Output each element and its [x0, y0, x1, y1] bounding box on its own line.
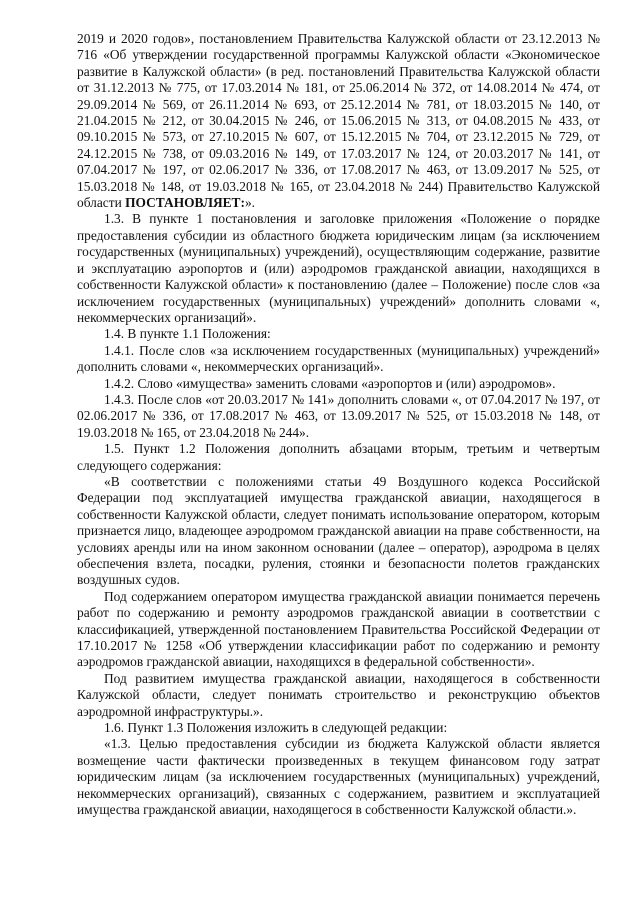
paragraph-1-4-3: 1.4.3. После слов «от 20.03.2017 № 141» дополнить словами «, от 07.04.2017 № 197, от 02.06.2017 № 336, от 17.08.2017 № 463, от 13.09.2017 № 525, от 15.03.2018 № 148, от 19.03.2018 № 165, от 23.04.2018 № 244». [77, 391, 600, 440]
paragraph-development: Под развитием имущества гражданской авиации, находящегося в собственности Калужской области, следует понимать строительство и реконструкцию объектов аэродромной инфраструктуры.». [77, 670, 600, 719]
document-page [77, 31, 600, 819]
paragraph-1-4: 1.4. В пункте 1.1 Положения: [104, 326, 271, 342]
paragraph-1-4-1: 1.4.1. После слов «за исключением государственных (муниципальных) учреждений» дополнить словами «, некоммерческих организаций». [77, 342, 600, 375]
paragraph-1-5: 1.5. Пункт 1.2 Положения дополнить абзацами вторым, третьим и четвертым следующего содержания: [77, 441, 600, 473]
paragraph-text: 2019 и 2020 годов», постановлением Правительства Калужской области от 23.12.2013 № 716 «Об утверждении государственной программы Калужской области «Экономическое развитие в Калужской области» (в ред. постановлений Правительства Калужской области от 31.12.2013 № 775, от 17.03.2014 № 181, от 25.06.2014 № 372, от 14.08.2014 № 474, от 29.09.2014 № 569, от 26.11.2014 № 693, от 25.12.2014 № 781, от 18.03.2015 № 140, от 21.04.2015 № 212, от 30.04.2015 № 246, от 15.06.2015 № 313, от 04.08.2015 № 433, от 09.10.2015 № 573, от 27.10.2015 № 607, от 15.12.2015 № 704, от 23.12.2015 № 729, от 24.12.2015 № 738, от 09.03.2016 № 149, от 17.03.2017 № 124, от 20.03.2017 № 141, от 07.04.2017 № 197, от 02.06.2017 № 336, от 17.08.2017 № 463, от 13.09.2017 № 525, от 15.03.2018 № 148, от 19.03.2018 № 165, от 23.04.2018 № 244) Правительство Калужской области [77, 31, 600, 211]
paragraph-1-3: 1.3. В пункте 1 постановления и заголовке приложения «Положение о порядке предоставления субсидии из областного бюджета юридическим лицам (за исключением государственных (муниципальных) учреждений), осуществляющим содержание, развитие и эксплуатацию аэропортов и (или) аэродромов гражданской авиации, находящихся в собственности Калужской области» к постановлению (далее – Положение) после слов «за исключением государственных (муниципальных) учреждений» дополнить словами «, некоммерческих организаций». [77, 211, 600, 325]
paragraph-tail: ». [244, 195, 255, 211]
paragraph-maintenance: Под содержанием оператором имущества гражданской авиации понимается перечень работ по содержанию и ремонту аэродромов гражданской авиации в соответствии с классификацией, утвержденной постановлением Правительства Российской Федерации от 17.10.2017 № 1258 «Об утверждении классификации работ по содержанию и ремонту аэродромов гражданской авиации, находящихся в федеральной собственности». [77, 588, 600, 670]
paragraph-quote-operator: «В соответствии с положениями статьи 49 Воздушного кодекса Российской Федерации под эксплуатацией имущества гражданской авиации, находящегося в собственности Калужской области, следует понимать использование оператором, которым признается лицо, владеющее аэродромом гражданской авиации на праве собственности, на условиях аренды или на ином законном основании (далее – оператор), аэродрома в целях обеспечения взлета, посадки, руления, стоянки и безопасности полетов гражданских воздушных судов. [77, 473, 600, 588]
paragraph-quote-1-3: «1.3. Целью предоставления субсидии из бюджета Калужской области является возмещение части фактически произведенных в текущем финансовом году затрат юридическим лицам (за исключением государственных (муниципальных) учреждений, некоммерческих организаций), связанных с содержанием, развитием и эксплуатацией имущества гражданской авиации, находящегося в собственности Калужской области.». [77, 736, 600, 818]
paragraph-1-6: 1.6. Пункт 1.3 Положения изложить в следующей редакции: [104, 720, 448, 736]
paragraph-1-4-2: 1.4.2. Слово «имущества» заменить словами «аэропортов и (или) аэродромов». [104, 375, 556, 391]
paragraph-preamble-continuation [77, 31, 600, 211]
bold-keyword: ПОСТАНОВЛЯЕТ: [125, 195, 245, 211]
